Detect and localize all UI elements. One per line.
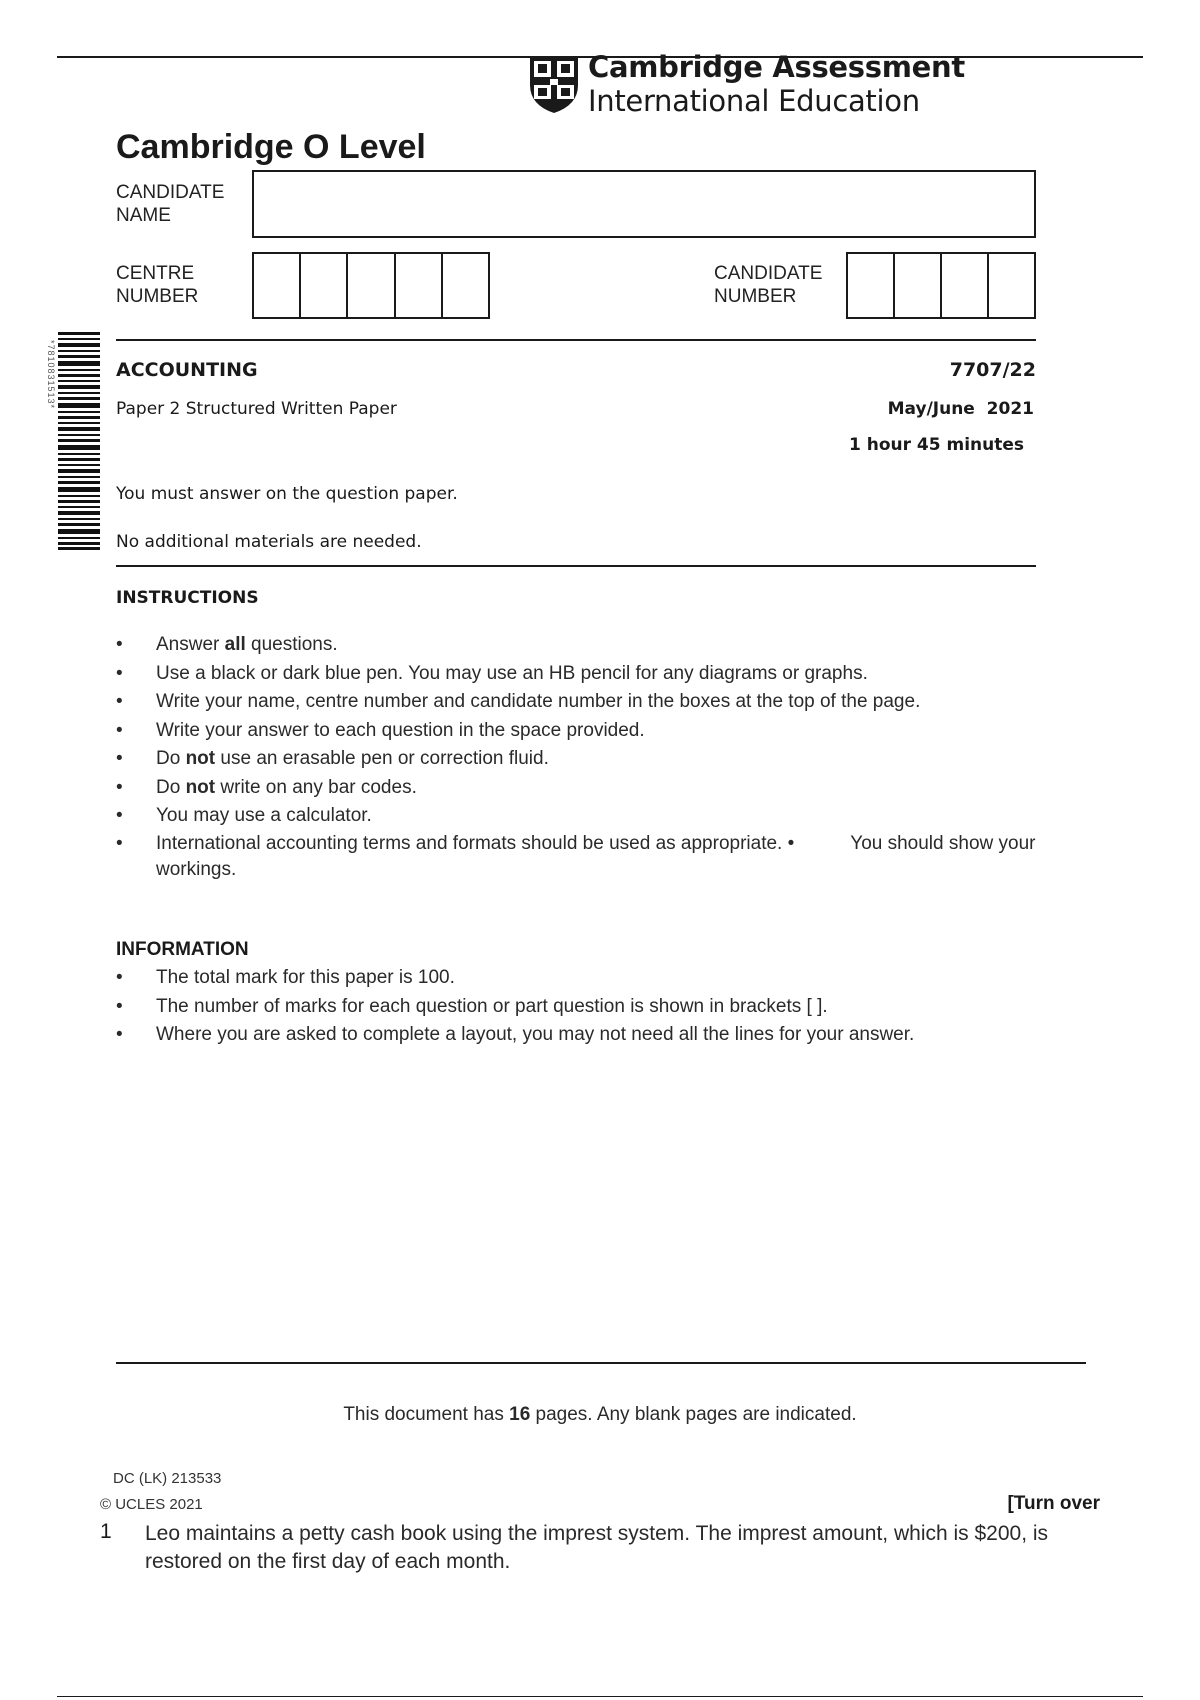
bottom-rule bbox=[57, 1696, 1143, 1697]
paper-name: Paper 2 Structured Written Paper bbox=[116, 399, 397, 419]
footer-rule bbox=[116, 1362, 1086, 1364]
details-top-rule bbox=[116, 339, 1036, 341]
bullet-icon: • bbox=[116, 776, 123, 798]
centre-number-cell[interactable] bbox=[443, 254, 488, 317]
level-title: Cambridge O Level bbox=[116, 128, 426, 166]
exam-duration: 1 hour 45 minutes bbox=[848, 435, 1024, 455]
bullet-icon: • bbox=[116, 691, 123, 712]
centre-number-cell[interactable] bbox=[254, 254, 301, 317]
bullet-icon: • bbox=[116, 748, 123, 769]
details-bottom-rule bbox=[116, 565, 1036, 567]
centre-number-cell[interactable] bbox=[301, 254, 348, 317]
candidate-name-label: CANDIDATE NAME bbox=[116, 182, 225, 226]
bullet-icon: • bbox=[116, 634, 123, 655]
bullet-icon: • bbox=[116, 662, 123, 684]
bullet-icon: • bbox=[116, 832, 123, 854]
barcode-text: *7810831513* bbox=[46, 340, 56, 410]
question-text: Leo maintains a petty cash book using the imprest system. The imprest amount, which is $200, is restored on the first day of each month. bbox=[145, 1522, 1049, 1573]
candidate-name-box[interactable] bbox=[252, 170, 1036, 238]
candidate-number-cell[interactable] bbox=[848, 254, 895, 317]
candidate-number-cell[interactable] bbox=[942, 254, 989, 317]
candidate-number-label: CANDIDATE NUMBER bbox=[714, 263, 823, 307]
list-item: • International accounting terms and formats should be used as appropriate. • You should show your workings. bbox=[116, 832, 1036, 880]
centre-number-cell[interactable] bbox=[348, 254, 395, 317]
cambridge-shield-logo-icon bbox=[528, 55, 580, 115]
barcode-icon bbox=[58, 332, 100, 550]
list-item: • Do not write on any bar codes. bbox=[116, 774, 1116, 803]
answer-note: You must answer on the question paper. bbox=[116, 484, 458, 504]
bullet-icon: • bbox=[116, 967, 123, 988]
list-item: • You may use a calculator. bbox=[116, 802, 1116, 831]
list-item: • The number of marks for each question or part question is shown in brackets [ ]. bbox=[116, 993, 1116, 1022]
candidate-number-cell[interactable] bbox=[989, 254, 1034, 317]
paper-code: 7707/22 bbox=[949, 359, 1036, 381]
list-item: • Write your answer to each question in the space provided. bbox=[116, 717, 1116, 746]
list-item: • Answer all questions. bbox=[116, 631, 1116, 660]
list-item: • Write your name, centre number and candidate number in the boxes at the top of the page. bbox=[116, 688, 1116, 717]
centre-number-label: CENTRE NUMBER bbox=[116, 263, 199, 307]
instructions-heading: INSTRUCTIONS bbox=[116, 588, 259, 608]
bullet-icon: • bbox=[116, 1024, 123, 1045]
turn-over: [Turn over bbox=[1007, 1493, 1100, 1514]
list-item: • The total mark for this paper is 100. bbox=[116, 964, 1116, 993]
information-heading: INFORMATION bbox=[116, 939, 249, 960]
document-code: DC (LK) 213533 bbox=[113, 1470, 222, 1487]
centre-number-cell[interactable] bbox=[396, 254, 443, 317]
instructions-list bbox=[116, 631, 1116, 883]
candidate-number-cell[interactable] bbox=[895, 254, 942, 317]
list-item: • Do not use an erasable pen or correction fluid. bbox=[116, 745, 1116, 774]
list-item: • Where you are asked to complete a layout, you may not need all the lines for your answer. bbox=[116, 1021, 1116, 1050]
exam-session: May/June 2021 bbox=[887, 399, 1034, 419]
centre-number-boxes[interactable] bbox=[252, 252, 490, 319]
bullet-icon: • bbox=[116, 995, 123, 1017]
question-number: 1 bbox=[100, 1520, 112, 1543]
bullet-icon: • bbox=[116, 719, 123, 741]
page-count-note: This document has 16 pages. Any blank pages are indicated. bbox=[343, 1404, 857, 1425]
information-list bbox=[116, 964, 1116, 1050]
materials-note: No additional materials are needed. bbox=[116, 532, 422, 552]
bullet-icon: • bbox=[116, 805, 123, 826]
candidate-number-boxes[interactable] bbox=[846, 252, 1036, 319]
copyright: © UCLES 2021 bbox=[100, 1496, 203, 1513]
logo-line-2: International Education bbox=[588, 84, 920, 118]
logo-line-1: Cambridge Assessment bbox=[588, 50, 965, 84]
list-item: • Use a black or dark blue pen. You may use an HB pencil for any diagrams or graphs. bbox=[116, 660, 1116, 689]
subject-title: ACCOUNTING bbox=[116, 359, 258, 381]
